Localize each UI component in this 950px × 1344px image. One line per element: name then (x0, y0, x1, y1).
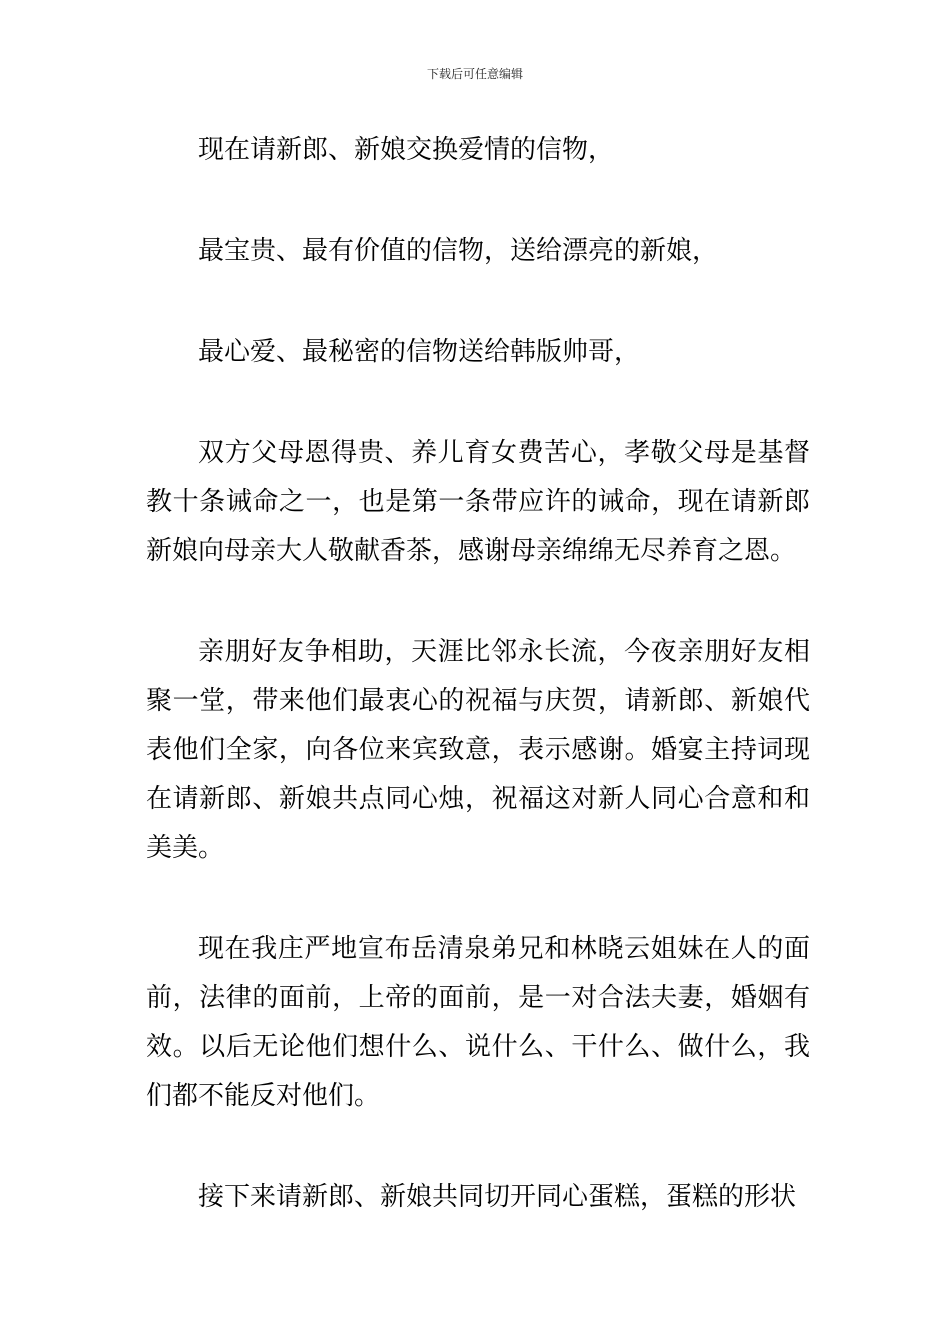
paragraph: 接下来请新郎、新娘共同切开同心蛋糕，蛋糕的形状 (198, 1182, 797, 1212)
document-body (146, 126, 810, 1274)
paragraph: 现在我庄严地宣布岳清泉弟兄和林晓云姐妹在人的面前，法律的面前，上帝的面前，是一对合法夫妻，婚姻有效。以后无论他们想什么、说什么、干什么、做什么，我们都不能反对他们。 (146, 934, 810, 1111)
paragraph: 最宝贵、最有价值的信物，送给漂亮的新娘， (198, 236, 719, 266)
page-header: 下载后可任意编辑 (426, 67, 523, 81)
paragraph: 双方父母恩得贵、养儿育女费苦心，孝敬父母是基督教十条诫命之一，也是第一条带应许的诫命，现在请新郎新娘向母亲大人敬献香茶，感谢母亲绵绵无尽养育之恩。 (146, 438, 810, 566)
paragraph: 最心爱、最秘密的信物送给韩版帅哥， (198, 337, 641, 367)
paragraph: 亲朋好友争相助，天涯比邻永长流，今夜亲朋好友相聚一堂，带来他们最衷心的祝福与庆贺，请新郎、新娘代表他们全家，向各位来宾致意，表示感谢。婚宴主持词现在请新郎、新娘共点同心烛，祝福这对新人同心合意和和美美。 (146, 637, 810, 863)
paragraph: 现在请新郎、新娘交换爱情的信物， (198, 135, 615, 165)
